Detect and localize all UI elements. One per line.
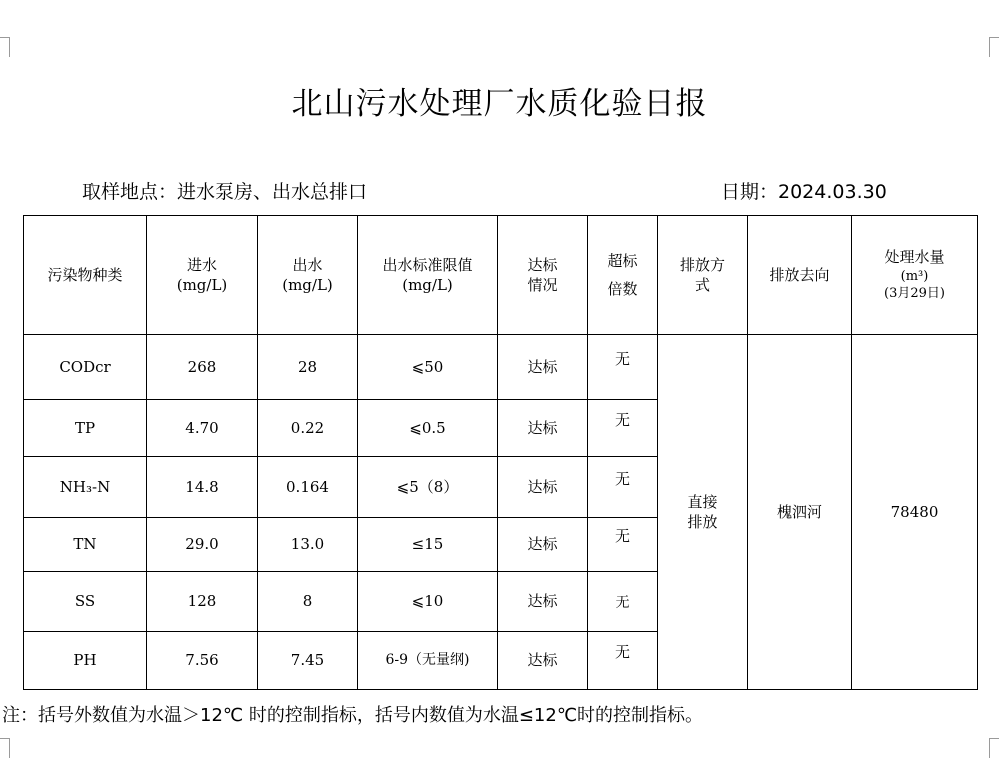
pollutant-cell: NH₃-N bbox=[24, 457, 147, 518]
exceed-value: 无 bbox=[614, 643, 630, 662]
influent-cell: 29.0 bbox=[147, 518, 258, 572]
exceed-cell bbox=[588, 400, 658, 457]
exceed-value: 无 bbox=[614, 410, 630, 429]
exceed-cell bbox=[588, 632, 658, 690]
header-standard-label: 出水标准限值 bbox=[382, 255, 473, 274]
effluent-cell: 7.45 bbox=[258, 632, 358, 690]
header-influent-unit: (mg/L) bbox=[176, 276, 228, 294]
header-discharge-method-line2: 式 bbox=[694, 276, 710, 294]
effluent-cell: 0.164 bbox=[258, 457, 358, 518]
crop-mark bbox=[0, 37, 9, 38]
footnote: 注：括号外数值为水温＞12℃ 时的控制指标，括号内数值为水温≤12℃时的控制指标。 bbox=[2, 705, 704, 726]
header-volume-date: (3月29日) bbox=[884, 286, 945, 302]
pollutant-cell: TP bbox=[24, 400, 147, 457]
header-discharge-destination-label: 排放去向 bbox=[769, 265, 830, 284]
compliance-cell: 达标 bbox=[498, 335, 588, 400]
effluent-cell: 13.0 bbox=[258, 518, 358, 572]
sampling-location: 取样地点：进水泵房、出水总排口 bbox=[82, 181, 368, 203]
exceed-value: 无 bbox=[615, 595, 630, 612]
header-standard-unit: (mg/L) bbox=[402, 276, 453, 294]
exceed-cell bbox=[588, 518, 658, 572]
table-row bbox=[24, 335, 978, 400]
pollutant-cell: SS bbox=[24, 572, 147, 632]
header-exceed-line1: 超标 bbox=[607, 251, 638, 270]
compliance-cell: 达标 bbox=[498, 632, 588, 690]
header-effluent-label: 出水 bbox=[292, 255, 323, 274]
header-compliance bbox=[498, 216, 588, 335]
compliance-cell: 达标 bbox=[498, 400, 588, 457]
header-volume-label: 处理水量 bbox=[884, 248, 945, 267]
influent-cell: 14.8 bbox=[147, 457, 258, 518]
report-date: 日期：2024.03.30 bbox=[721, 181, 887, 203]
discharge-method-line2: 排放 bbox=[687, 513, 718, 531]
pollutant-cell: CODcr bbox=[24, 335, 147, 400]
pollutant-cell: PH bbox=[24, 632, 147, 690]
influent-cell: 128 bbox=[147, 572, 258, 632]
influent-cell: 268 bbox=[147, 335, 258, 400]
standard-cell: ⩽0.5 bbox=[358, 400, 498, 457]
compliance-cell: 达标 bbox=[498, 572, 588, 632]
exceed-cell bbox=[588, 572, 658, 632]
exceed-value: 无 bbox=[614, 527, 630, 546]
exceed-cell bbox=[588, 457, 658, 518]
standard-cell: ⩽10 bbox=[358, 572, 498, 632]
header-exceed-line2: 倍数 bbox=[607, 280, 638, 298]
discharge-method-line1: 直接 bbox=[687, 492, 718, 511]
header-compliance-line2: 情况 bbox=[527, 276, 558, 294]
header-influent bbox=[147, 216, 258, 335]
crop-mark bbox=[9, 738, 10, 758]
crop-mark bbox=[989, 738, 990, 758]
crop-mark bbox=[989, 37, 990, 57]
crop-mark bbox=[990, 738, 999, 739]
header-discharge-destination bbox=[748, 216, 852, 335]
page-title: 北山污水处理厂水质化验日报 bbox=[291, 86, 708, 122]
compliance-cell: 达标 bbox=[498, 457, 588, 518]
crop-mark bbox=[9, 37, 10, 57]
water-quality-table bbox=[23, 215, 978, 690]
crop-mark bbox=[0, 738, 9, 739]
influent-cell: 7.56 bbox=[147, 632, 258, 690]
standard-cell: ⩽5（8） bbox=[358, 457, 498, 518]
header-exceed bbox=[588, 216, 658, 335]
header-influent-label: 进水 bbox=[186, 255, 217, 274]
header-discharge-method bbox=[658, 216, 748, 335]
header-pollutant-label: 污染物种类 bbox=[47, 265, 123, 284]
standard-cell: ≤15 bbox=[358, 518, 498, 572]
effluent-cell: 28 bbox=[258, 335, 358, 400]
header-compliance-line1: 达标 bbox=[527, 255, 558, 274]
header-effluent-unit: (mg/L) bbox=[282, 276, 333, 294]
effluent-cell: 8 bbox=[258, 572, 358, 632]
exceed-value: 无 bbox=[614, 469, 630, 488]
compliance-cell: 达标 bbox=[498, 518, 588, 572]
crop-mark bbox=[990, 37, 999, 38]
influent-cell: 4.70 bbox=[147, 400, 258, 457]
header-volume bbox=[852, 216, 978, 335]
header-discharge-method-line1: 排放方 bbox=[679, 255, 725, 274]
header-effluent bbox=[258, 216, 358, 335]
header-standard bbox=[358, 216, 498, 335]
discharge-method-cell bbox=[658, 335, 748, 690]
exceed-value: 无 bbox=[614, 349, 630, 368]
header-volume-unit: (m³) bbox=[900, 268, 929, 284]
pollutant-cell: TN bbox=[24, 518, 147, 572]
standard-cell: ⩽50 bbox=[358, 335, 498, 400]
effluent-cell: 0.22 bbox=[258, 400, 358, 457]
header-row bbox=[24, 216, 978, 335]
header-pollutant bbox=[24, 216, 147, 335]
standard-cell: 6-9（无量纲) bbox=[358, 632, 498, 690]
exceed-cell bbox=[588, 335, 658, 400]
discharge-destination-cell: 槐泗河 bbox=[748, 335, 852, 690]
treated-volume-cell: 78480 bbox=[852, 335, 978, 690]
